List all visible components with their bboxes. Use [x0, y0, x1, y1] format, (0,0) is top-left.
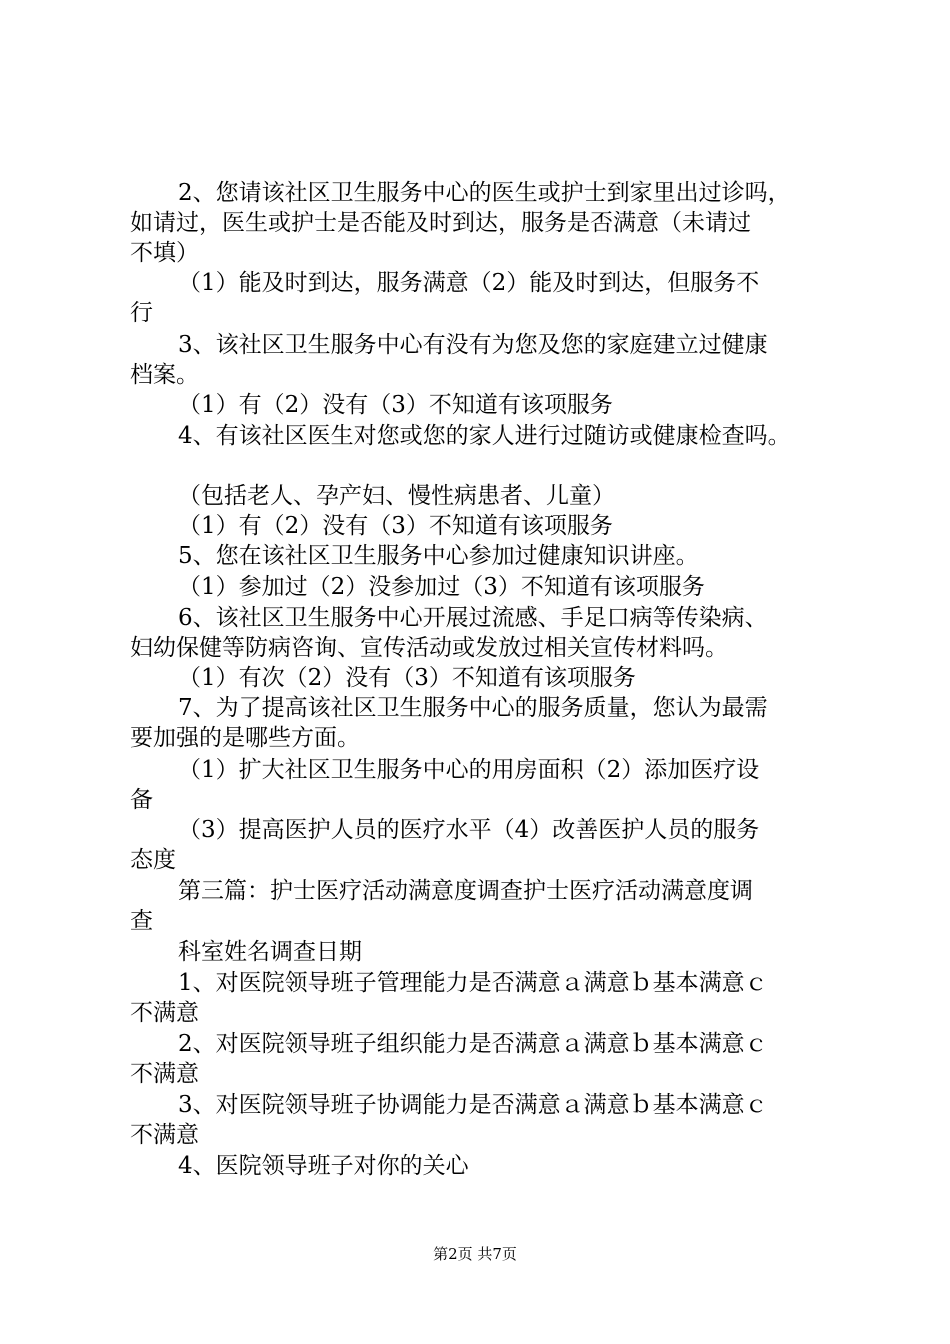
text-line: 妇幼保健等防病咨询、宣传活动或发放过相关宣传材料吗。	[130, 635, 728, 661]
text-line: 2、对医院领导班子组织能力是否满意ａ满意ｂ基本满意ｃ	[178, 1031, 768, 1057]
text-line: 5、您在该社区卫生服务中心参加过健康知识讲座。	[178, 543, 699, 569]
text-line: 不填）	[130, 240, 199, 266]
text-line: 态度	[130, 847, 176, 873]
text-line: 4、医院领导班子对你的关心	[178, 1153, 469, 1179]
text-line: 不满意	[130, 1000, 199, 1026]
text-line: （1）参加过（2）没参加过（3）不知道有该项服务	[178, 574, 705, 600]
text-line: 档案。	[130, 362, 199, 388]
text-line: 3、该社区卫生服务中心有没有为您及您的家庭建立过健康	[178, 332, 768, 358]
text-line: 不满意	[130, 1122, 199, 1148]
text-line: （包括老人、孕产妇、慢性病患者、儿童）	[178, 483, 615, 509]
text-line: 行	[130, 300, 153, 326]
section-heading: 第三篇：护士医疗活动满意度调查护士医疗活动满意度调	[178, 878, 753, 904]
text-line: 2、您请该社区卫生服务中心的医生或护士到家里出过诊吗，	[178, 180, 791, 206]
text-line: 3、对医院领导班子协调能力是否满意ａ满意ｂ基本满意ｃ	[178, 1092, 768, 1118]
text-line: 1、对医院领导班子管理能力是否满意ａ满意ｂ基本满意ｃ	[178, 970, 768, 996]
text-line: 6、该社区卫生服务中心开展过流感、手足口病等传染病、	[178, 605, 768, 631]
text-line: 要加强的是哪些方面。	[130, 725, 360, 751]
text-line: （1）能及时到达，服务满意（2）能及时到达，但服务不	[178, 270, 760, 296]
page-footer: 第2页 共7页	[433, 1245, 517, 1263]
text-line: （1）有次（2）没有（3）不知道有该项服务	[178, 665, 636, 691]
text-line: （1）扩大社区卫生服务中心的用房面积（2）添加医疗设	[178, 757, 760, 783]
text-line: （1）有（2）没有（3）不知道有该项服务	[178, 513, 613, 539]
text-line: （3）提高医护人员的医疗水平（4）改善医护人员的服务	[178, 817, 760, 843]
text-line: （1）有（2）没有（3）不知道有该项服务	[178, 392, 613, 418]
text-line: 4、有该社区医生对您或您的家人进行过随访或健康检查吗。	[178, 423, 791, 449]
text-line: 科室姓名调查日期	[178, 939, 362, 965]
section-heading: 查	[130, 908, 153, 934]
text-line: 备	[130, 787, 153, 813]
text-line: 7、为了提高该社区卫生服务中心的服务质量，您认为最需	[178, 695, 768, 721]
text-line: 如请过，医生或护士是否能及时到达，服务是否满意（未请过	[130, 210, 751, 236]
text-line: 不满意	[130, 1061, 199, 1087]
